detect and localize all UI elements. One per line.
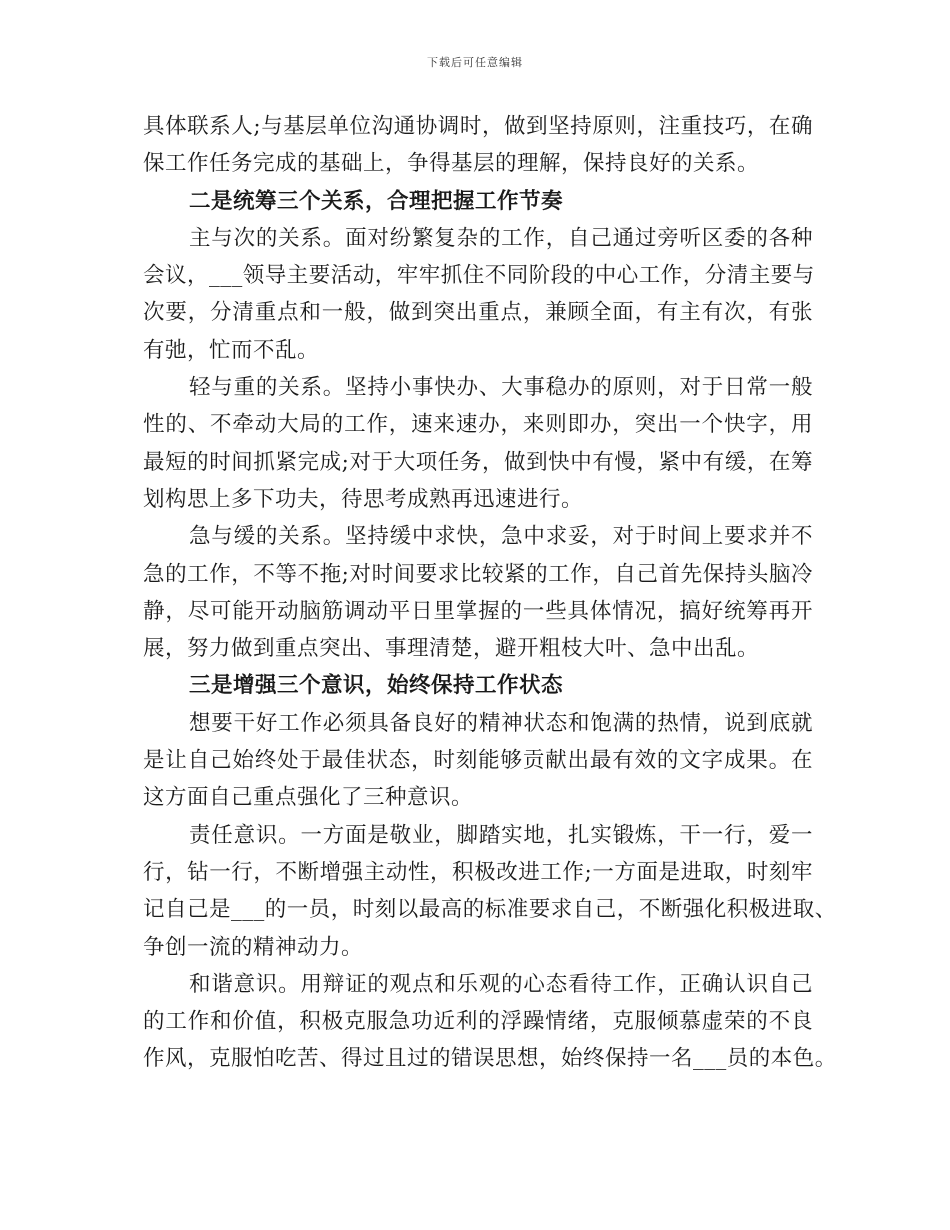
text-line: 有弛，忙而不乱。: [143, 337, 320, 363]
text-line: 静，尽可能开动脑筋调动平日里掌握的一些具体情况，搞好统筹再开: [143, 598, 813, 624]
section-heading: 三是增强三个意识，始终保持工作状态: [189, 673, 564, 699]
text-line: 主与次的关系。面对纷繁复杂的工作，自己通过旁听区委的各种: [189, 225, 813, 251]
page-header: 下载后可任意编辑: [427, 56, 523, 69]
text-line: 和谐意识。用辩证的观点和乐观的心态看待工作，正确认识自己: [189, 971, 813, 997]
document-body: [143, 108, 837, 1078]
text-line: 会议，___领导主要活动，牢牢抓住不同阶段的中心工作，分清主要与: [143, 263, 815, 289]
text-line: 轻与重的关系。坚持小事快办、大事稳办的原则，对于日常一般: [189, 375, 813, 401]
text-line: 展，努力做到重点突出、事理清楚，避开粗枝大叶、急中出乱。: [143, 636, 760, 662]
text-line: 急的工作，不等不拖;对时间要求比较紧的工作，自己首先保持头脑冷: [143, 561, 813, 587]
text-line: 责任意识。一方面是敬业，脚踏实地，扎实锻炼，干一行，爱一: [189, 822, 813, 848]
text-line: 的工作和价值，积极克服急功近利的浮躁情绪，克服倾慕虚荣的不良: [143, 1009, 813, 1035]
text-line: 行，钻一行，不断增强主动性，积极改进工作;一方面是进取，时刻牢: [143, 859, 813, 885]
text-line: 记自己是___的一员，时刻以最高的标准要求自己，不断强化积极进取、: [143, 897, 837, 923]
text-line: 想要干好工作必须具备良好的精神状态和饱满的热情，说到底就: [189, 710, 813, 736]
text-line: 次要，分清重点和一般，做到突出重点，兼顾全面，有主有次，有张: [143, 300, 813, 326]
text-line: 这方面自己重点强化了三种意识。: [143, 785, 474, 811]
text-line: 是让自己始终处于最佳状态，时刻能够贡献出最有效的文字成果。在: [143, 748, 813, 774]
text-line: 保工作任务完成的基础上，争得基层的理解，保持良好的关系。: [143, 151, 760, 177]
text-line: 具体联系人;与基层单位沟通协调时，做到坚持原则，注重技巧，在确: [143, 114, 813, 139]
text-line: 性的、不牵动大局的工作，速来速办，来则即办，突出一个快字，用: [143, 412, 813, 438]
text-line: 划构思上多下功夫，待思考成熟再迅速进行。: [143, 486, 584, 512]
text-line: 作风，克服怕吃苦、得过且过的错误思想，始终保持一名___员的本色。: [143, 1046, 837, 1072]
section-heading: 二是统筹三个关系，合理把握工作节奏: [189, 188, 564, 214]
text-line: 急与缓的关系。坚持缓中求快，急中求妥，对于时间上要求并不: [189, 524, 813, 550]
text-line: 争创一流的精神动力。: [143, 934, 364, 960]
text-line: 最短的时间抓紧完成;对于大项任务，做到快中有慢，紧中有缓，在筹: [143, 449, 813, 475]
